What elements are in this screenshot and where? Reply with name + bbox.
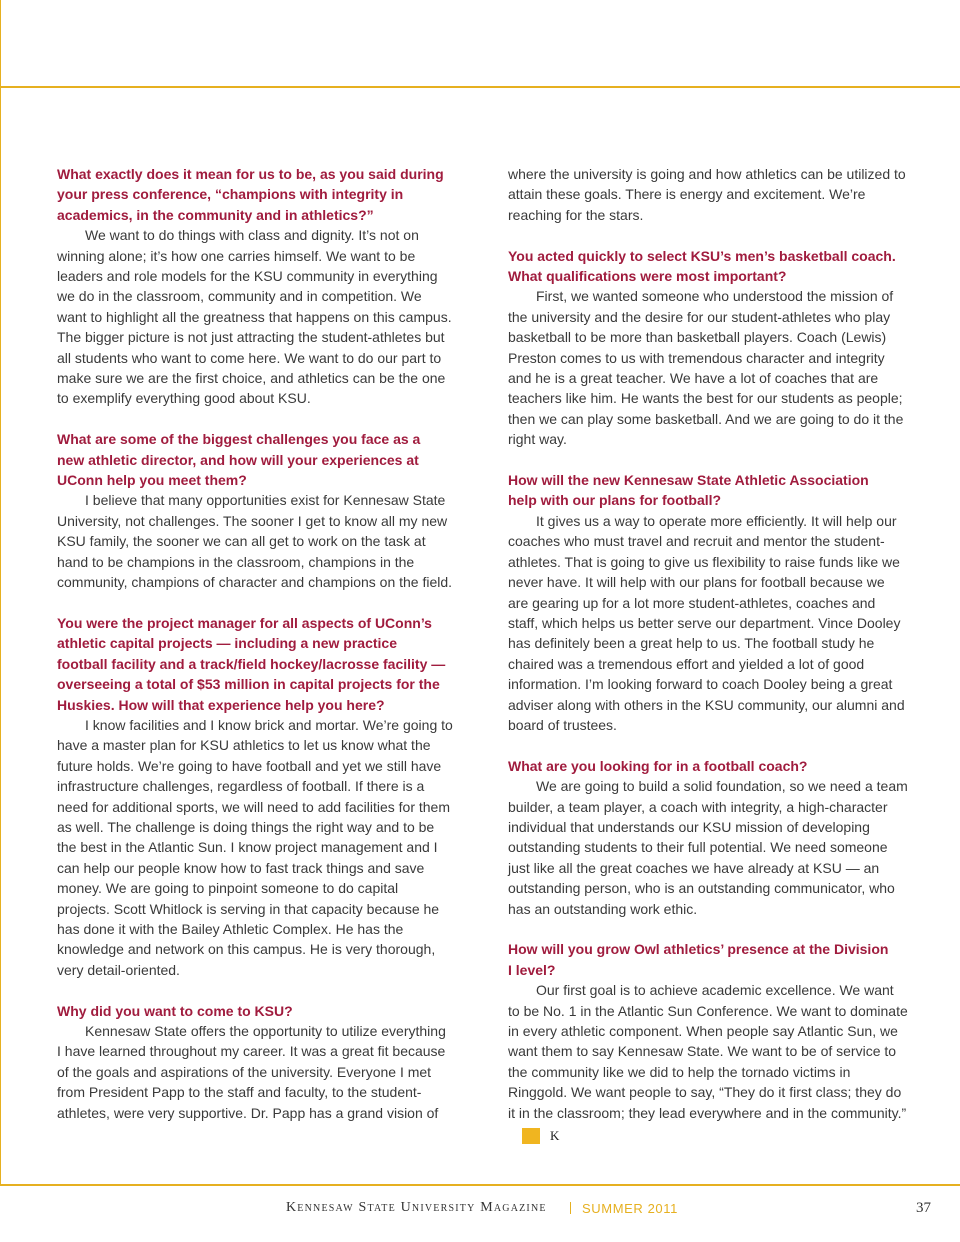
right-column (508, 164, 908, 1144)
question-7: What are you looking for in a football coach? (508, 757, 808, 774)
question-6: How will the new Kennesaw State Athletic Association help with our plans for football? (508, 472, 869, 509)
answer-4-continuation: where the university is going and how athletics can be utilized to attain these goals. There is energy and excitement. We’re reaching for the stars. (508, 166, 906, 223)
top-rule (0, 86, 960, 88)
answer-5: First, we wanted someone who understood the mission of the university and the desire for our student-athletes who play basketball to be more than basketball players. Coach (Lewis) Preston comes to us with tremendous character and integrity and he is a great teacher. We have a lot of coaches that are teachers like him. He wants the best for our students as people; then we can play some basketball. And we are going to do it the right way. (508, 288, 904, 448)
k-end-mark-icon: K (522, 1128, 540, 1144)
answer-3: I know facilities and I know brick and mortar. We’re going to have a master plan for KSU athletics to let us know what the future holds. We’re going to have football and yet we still have infrastructure challenges, regardless of football. If there is a need for additional sports, we will need to add facilities for them as well. The challenge is doing things the right way and to be the best in the Atlantic Sun. I know project management and I can help our people know how to fast track things and save money. We are going to pinpoint someone to do capital projects. Scott Whitlock is serving in that capacity because he has done it with the Bailey Athletic Complex. He has the knowledge and network on this campus. He is very thorough, very detail-oriented. (57, 716, 453, 978)
magazine-title: Kennesaw State University Magazine (286, 1200, 547, 1215)
answer-7: We are going to build a solid foundation, so we need a team builder, a team player, a coach with integrity, a high-character individual that understands our KSU mission of developing outstanding students to their full potential. We need someone just like all the great coaches we have already at KSU — an outstanding person, who is an outstanding communicator, who has an outstanding work ethic. (508, 778, 908, 917)
answer-1: We want to do things with class and dignity. It’s not on winning alone; it’s how one carries himself. We want to be leaders and role models for the KSU community in everything we do in the classroom, community and in competition. We want to highlight all the greatness that happens on this campus. The bigger picture is not just attracting the student-athletes but all students who want to come here. We want to do our part to make sure we are the first choice, and athletics can be the one to exemplify everything good about KSU. (57, 227, 452, 407)
page-footer (0, 1196, 960, 1222)
answer-2: I believe that many opportunities exist for Kennesaw State University, not challenges. The sooner I get to know all my new KSU family, the sooner we can all get to work on the task at hand to be champions in the classroom, champions in the community, champions of character and champions on the field. (57, 492, 453, 591)
answer-4: Kennesaw State offers the opportunity to utilize everything I have learned throughout my career. It was a great fit because of the goals and aspirations of the university. Everyone I met from President Papp to the staff and faculty, to the student-athletes, were very supportive. Dr. Papp has a grand vision of (57, 1023, 446, 1121)
question-3: You were the project manager for all aspects of UConn’s athletic capital projects — including a new practice football facility and a track/field hockey/lacrosse facility — overseeing a total of $53 million in capital projects for the Huskies. How will that experience help you here? (57, 614, 446, 713)
left-border-rule (0, 0, 1, 1184)
answer-6: It gives us a way to operate more efficiently. It will help our coaches who must travel and recruit and mentor the student-athletes. That is going to give us flexibility to raise funds like we never have. It will help with our plans for football because we are gearing up for a lot more student-athletes, coaches and staff, which helps us better serve our department. Vince Dooley has definitely been a great help to us. The football study he chaired was a tremendous effort and yielded a lot of good information. I’m looking forward to coach Dooley being a great adviser along with others in the KSU community, our alumni and board of trustees. (508, 512, 905, 733)
bottom-rule (0, 1184, 960, 1186)
page-number: 37 (916, 1200, 931, 1216)
question-8: How will you grow Owl athletics’ presence at the Division I level? (508, 941, 889, 978)
question-1: What exactly does it mean for us to be, as you said during your press conference, “champions with integrity in academics, in the community and in athletics?” (57, 166, 444, 223)
issue-label: SUMMER 2011 (582, 1201, 678, 1216)
footer-separator (570, 1202, 571, 1214)
question-2: What are some of the biggest challenges you face as a new athletic director, and how will your experiences at UConn help you meet them? (57, 431, 421, 489)
left-column (57, 164, 453, 1123)
question-5: You acted quickly to select KSU’s men’s basketball coach. What qualifications were most important? (508, 247, 896, 285)
question-4: Why did you want to come to KSU? (57, 1002, 293, 1019)
answer-8: Our first goal is to achieve academic excellence. We want to be No. 1 in the Atlantic Sun Conference. We want to dominate in every athletic component. When people say Atlantic Sun, we want them to say Kennesaw State. We want to be of service to the community like we did to help the tornado victims in Ringgold. We want people to say, “They do it first class; they do it in the classroom; they lead everywhere and in the community.”K (508, 982, 908, 1144)
